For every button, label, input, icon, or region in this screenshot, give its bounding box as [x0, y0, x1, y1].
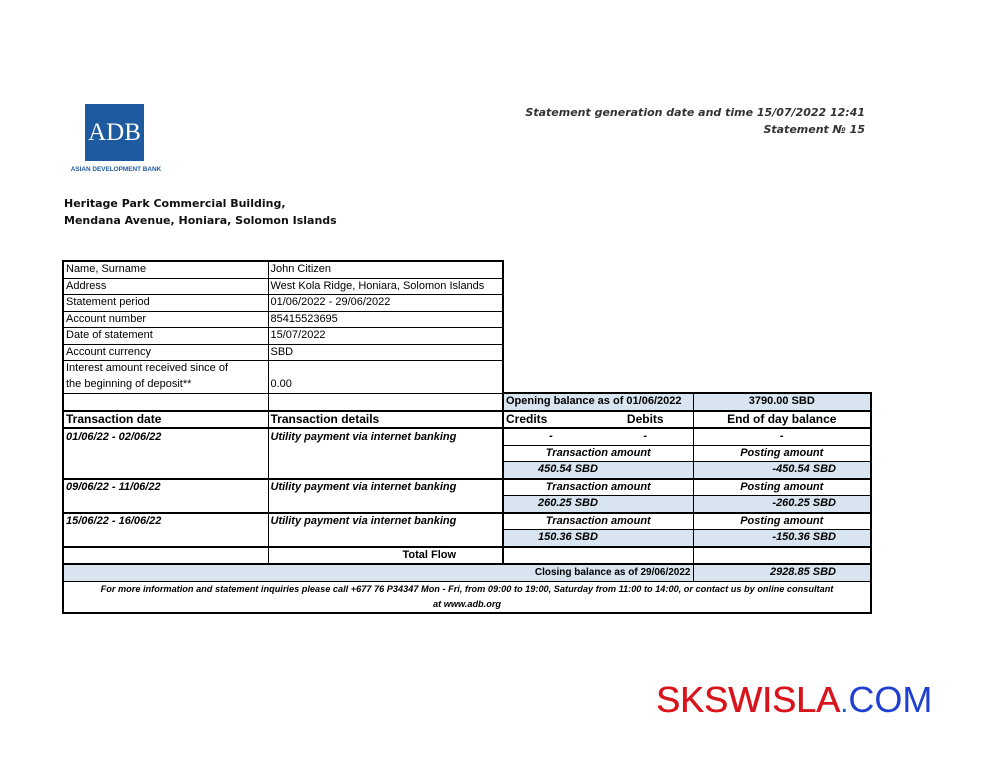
info-label: Date of statement [63, 328, 268, 345]
table-row [63, 428, 871, 445]
col-details: Transaction details [268, 411, 503, 429]
watermark-part2: COM [848, 679, 933, 720]
tx-amount-label: Transaction amount [503, 445, 693, 462]
bank-address-line2: Mendana Avenue, Honiara, Solomon Islands [64, 214, 337, 227]
interest-value: 0.00 [268, 377, 503, 394]
info-row [63, 344, 871, 361]
info-label: Name, Surname [63, 261, 268, 278]
bank-address [64, 195, 337, 229]
table-row-sub [63, 445, 871, 462]
closing-value: 2928.85 SBD [693, 564, 871, 581]
table-row-sub [63, 530, 871, 547]
tx-posting: -150.36 SBD [693, 530, 871, 547]
statement-number: Statement № 15 [763, 123, 865, 136]
interest-row-2 [63, 377, 871, 394]
column-headers [63, 411, 871, 429]
tx-balance: - [693, 428, 871, 445]
info-row [63, 328, 871, 345]
footer-row [63, 581, 871, 613]
tx-posting: -450.54 SBD [693, 462, 871, 479]
footer-line2: at www.adb.org [432, 598, 502, 609]
table-row [63, 479, 871, 496]
tx-amount: 450.54 SBD [503, 462, 693, 479]
tx-amount-label: Transaction amount [503, 479, 693, 496]
closing-row [63, 564, 871, 581]
opening-row [63, 393, 871, 411]
tx-details: Utility payment via internet banking [268, 513, 503, 530]
generation-date: Statement generation date and time 15/07/2022 12:41 [525, 106, 865, 119]
table-row-sub [63, 496, 871, 513]
info-label: Statement period [63, 295, 268, 312]
table-row [63, 513, 871, 530]
col-credits: Credits [503, 411, 598, 429]
total-flow-label: Total Flow [268, 547, 503, 565]
info-row [63, 261, 871, 278]
tx-posting-label: Posting amount [693, 479, 871, 496]
tx-details: Utility payment via internet banking [268, 428, 503, 445]
tx-debit: - [598, 428, 693, 445]
tx-details: Utility payment via internet banking [268, 479, 503, 496]
info-label: Address [63, 278, 268, 295]
info-label: Account number [63, 311, 268, 328]
tx-date: 15/06/22 - 16/06/22 [63, 513, 268, 530]
tx-date: 09/06/22 - 11/06/22 [63, 479, 268, 496]
col-date: Transaction date [63, 411, 268, 429]
tx-credit: - [503, 428, 598, 445]
tx-amount: 260.25 SBD [503, 496, 693, 513]
tx-posting-label: Posting amount [693, 513, 871, 530]
tx-posting-label: Posting amount [693, 445, 871, 462]
info-value: 85415523695 [268, 311, 503, 328]
watermark-part1: SKSWISLA [656, 679, 841, 720]
interest-label-2: the beginning of deposit** [63, 377, 268, 394]
logo-mark: ADB [88, 118, 141, 146]
info-value: West Kola Ridge, Honiara, Solomon Islands [268, 278, 503, 295]
bank-address-line1: Heritage Park Commercial Building, [64, 197, 286, 210]
footer-line1: For more information and statement inquiries please call +677 76 P34347 Mon - Fri, from 09:00 to 19:00, Saturday from 11:00 to 14:00, or contact us by online consultant [100, 583, 834, 594]
watermark [656, 680, 932, 723]
logo-bank-name: ASIAN DEVELOPMENT BANK [70, 166, 162, 173]
info-value: SBD [268, 344, 503, 361]
info-value: John Citizen [268, 261, 503, 278]
info-value: 01/06/2022 - 29/06/2022 [268, 295, 503, 312]
col-balance: End of day balance [693, 411, 871, 429]
adb-logo [85, 104, 144, 161]
interest-row [63, 361, 871, 377]
tx-amount: 150.36 SBD [503, 530, 693, 547]
info-label: Account currency [63, 344, 268, 361]
table-row-sub [63, 462, 871, 479]
watermark-dot: . [840, 686, 849, 719]
total-flow-row [63, 547, 871, 565]
col-debits: Debits [598, 411, 693, 429]
tx-date: 01/06/22 - 02/06/22 [63, 428, 268, 445]
closing-label: Closing balance as of 29/06/2022 [503, 564, 693, 581]
footer-note [63, 581, 871, 613]
statement-table [62, 260, 872, 614]
interest-label-1: Interest amount received since of [63, 361, 268, 377]
info-value: 15/07/2022 [268, 328, 503, 345]
statement-header [525, 104, 865, 138]
info-row [63, 311, 871, 328]
opening-value: 3790.00 SBD [693, 393, 871, 411]
opening-label: Opening balance as of 01/06/2022 [503, 393, 693, 411]
tx-amount-label: Transaction amount [503, 513, 693, 530]
info-row [63, 295, 871, 312]
info-row [63, 278, 871, 295]
tx-posting: -260.25 SBD [693, 496, 871, 513]
